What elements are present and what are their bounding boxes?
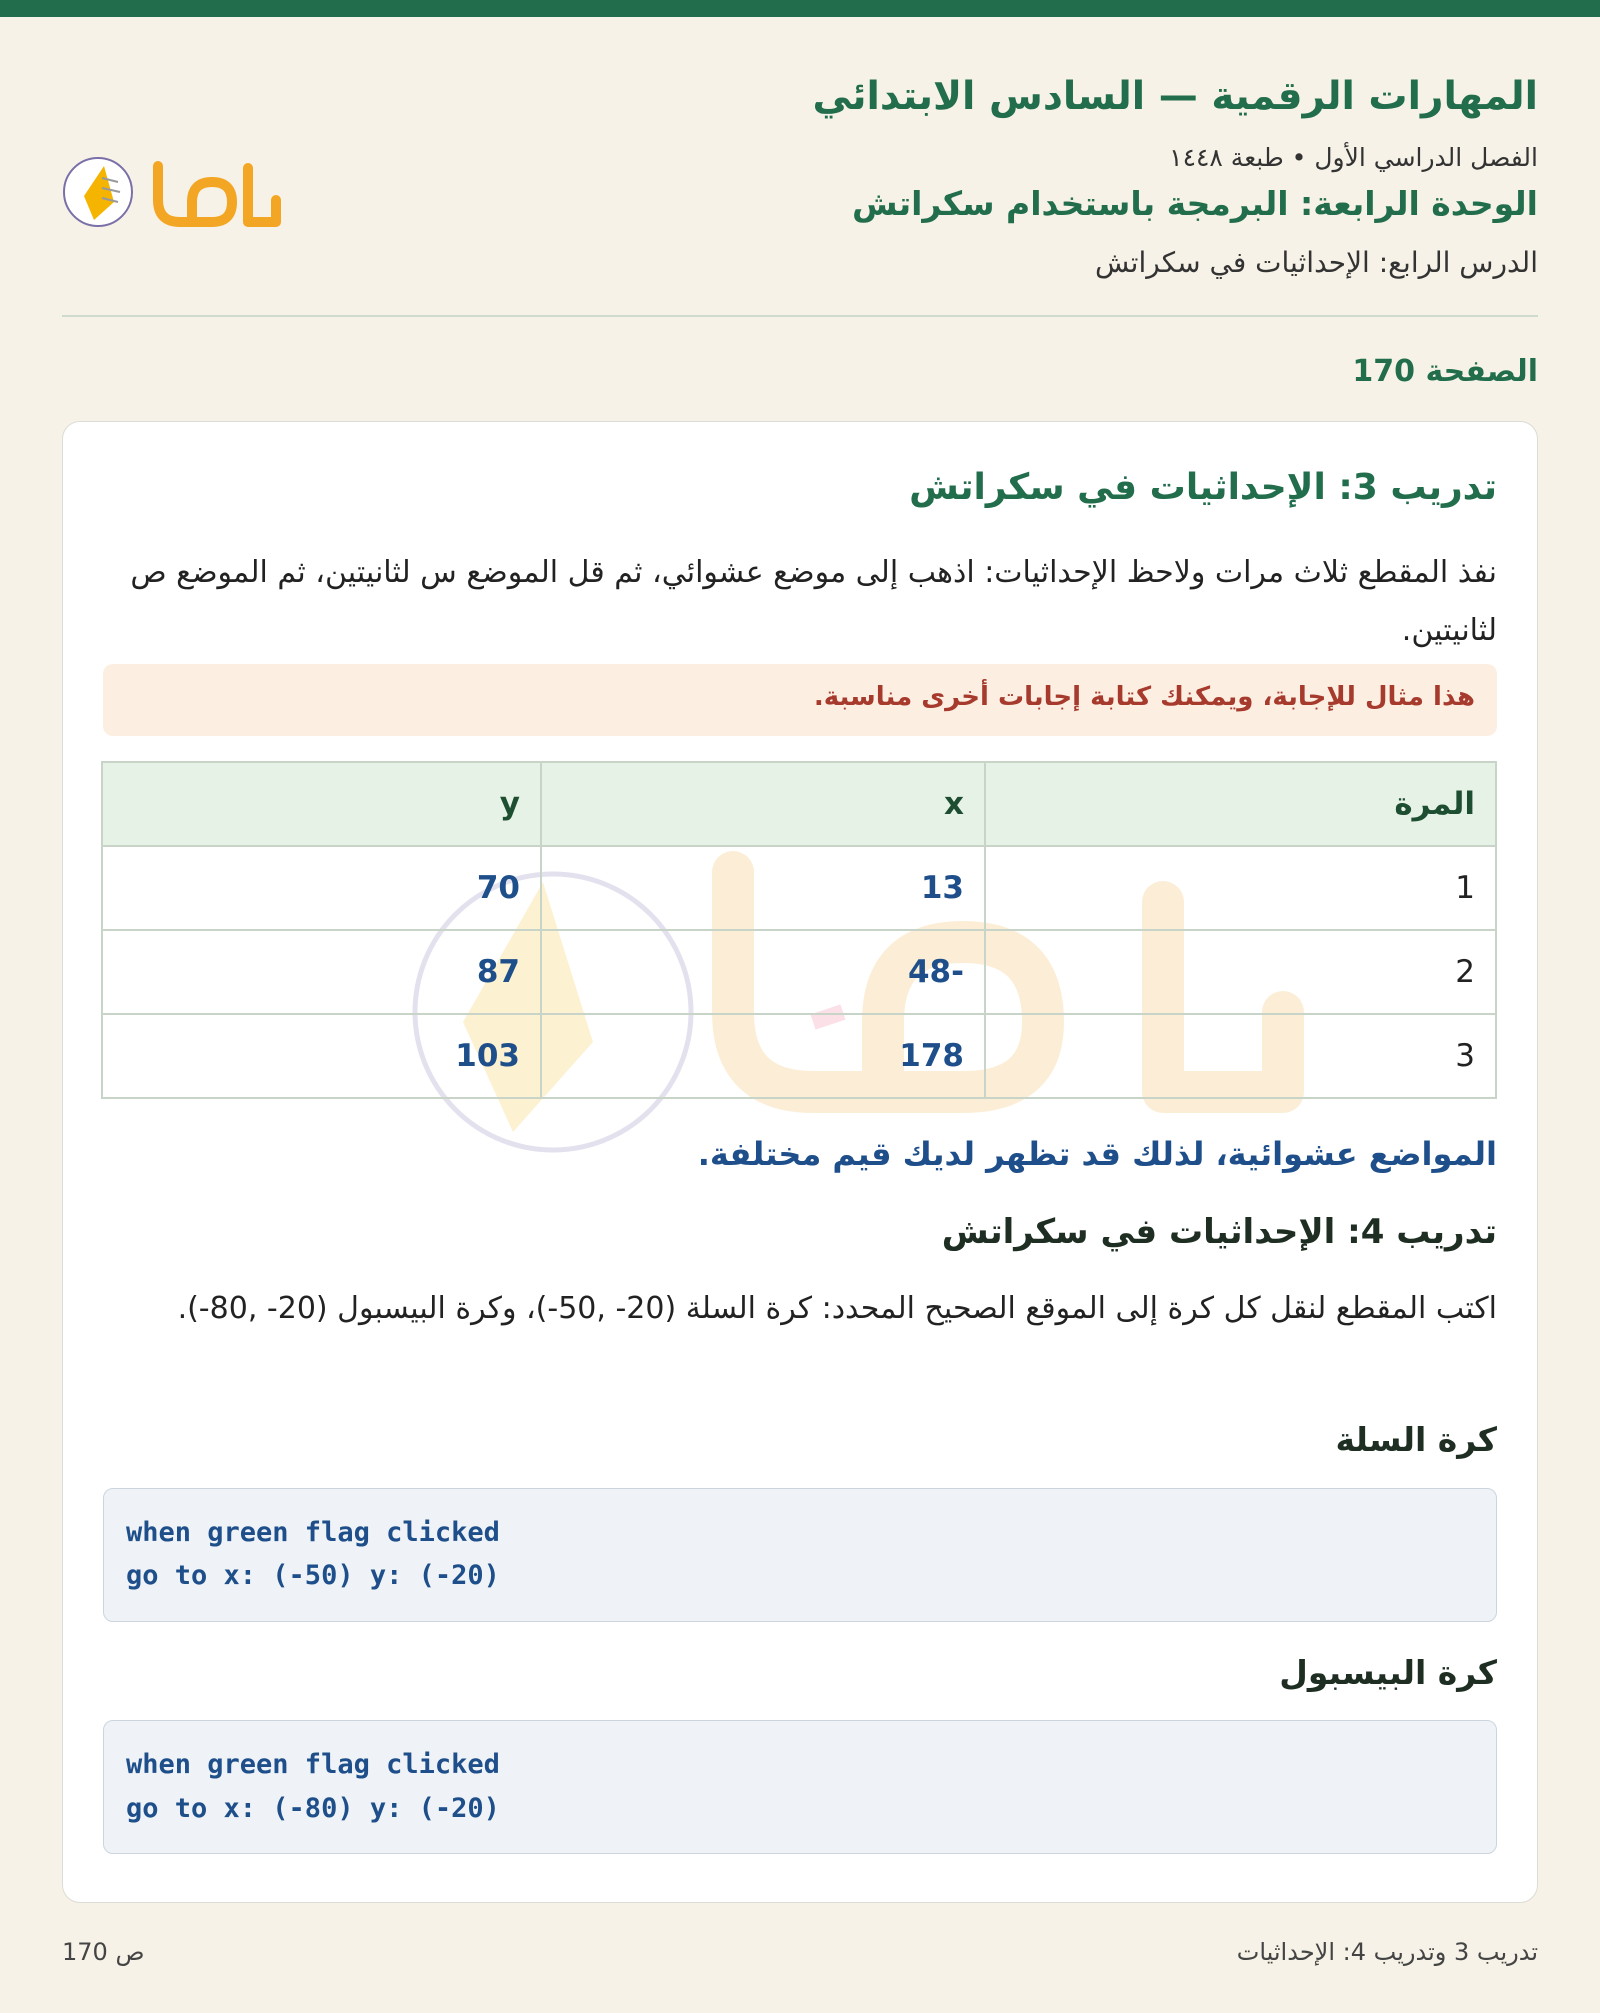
content-card: [62, 421, 1538, 1903]
top-accent-bar: [0, 0, 1600, 17]
basketball-label: كرة السلة: [1335, 1420, 1497, 1459]
table-row: [102, 846, 1496, 930]
x-cell: -48: [541, 930, 985, 1014]
semester-edition: الفصل الدراسي الأول • طبعة ١٤٤٨: [1169, 143, 1538, 172]
code-line: go to x: (-80) y: (-20): [126, 1793, 500, 1824]
attempt-cell: 3: [985, 1014, 1496, 1098]
exercise-4-instruction: اكتب المقطع لنقل كل كرة إلى الموقع الصحيح المحدد: كرة السلة (20- ,50-)، وكرة البيسبول (20- ,80-).: [177, 1291, 1497, 1326]
coordinates-table: [101, 761, 1497, 1099]
basketball-code-block: [103, 1488, 1497, 1622]
header-y: y: [102, 762, 541, 846]
code-line: go to x: (-50) y: (-20): [126, 1560, 500, 1591]
baseball-label: كرة البيسبول: [1279, 1653, 1497, 1692]
baseball-code-block: [103, 1720, 1497, 1854]
code-line: when green flag clicked: [126, 1517, 500, 1548]
x-cell: 178: [541, 1014, 985, 1098]
unit-title: الوحدة الرابعة: البرمجة باستخدام سكراتش: [852, 184, 1538, 223]
header-divider: [62, 315, 1538, 317]
table-row: [102, 1014, 1496, 1098]
footer-page-number: ص 170: [62, 1938, 145, 1966]
attempt-cell: 2: [985, 930, 1496, 1014]
y-cell: 87: [102, 930, 541, 1014]
lesson-title: الدرس الرابع: الإحداثيات في سكراتش: [1094, 246, 1538, 279]
header-x: x: [541, 762, 985, 846]
page-header: [62, 66, 1538, 306]
exercise-3-instruction: نفذ المقطع ثلاث مرات ولاحظ الإحداثيات: اذهب إلى موضع عشوائي، ثم قل الموضع س لثانيتين، ثم الموضع ص لثانيتين.: [130, 555, 1497, 648]
y-cell: 103: [102, 1014, 541, 1098]
answer-example-note-text: هذا مثال للإجابة، ويمكنك كتابة إجابات أخرى مناسبة.: [813, 682, 1475, 712]
answer-example-note: [103, 664, 1497, 736]
code-line: when green flag clicked: [126, 1749, 500, 1780]
random-values-note: المواضع عشوائية، لذلك قد تظهر لديك قيم مختلفة.: [697, 1135, 1497, 1173]
table-row: [102, 930, 1496, 1014]
book-title: المهارات الرقمية — السادس الابتدائي: [812, 74, 1538, 119]
exercise-3-title: تدريب 3: الإحداثيات في سكراتش: [909, 467, 1497, 508]
header-attempt: المرة: [985, 762, 1496, 846]
y-cell: 70: [102, 846, 541, 930]
table-header-row: [102, 762, 1496, 846]
footer-section-title: تدريب 3 وتدريب 4: الإحداثيات: [1236, 1938, 1538, 1966]
hulul-logo: [62, 136, 292, 246]
x-cell: 13: [541, 846, 985, 930]
exercise-4-title: تدريب 4: الإحداثيات في سكراتش: [941, 1212, 1497, 1252]
attempt-cell: 1: [985, 846, 1496, 930]
page-number-label: الصفحة 170: [1352, 354, 1538, 389]
